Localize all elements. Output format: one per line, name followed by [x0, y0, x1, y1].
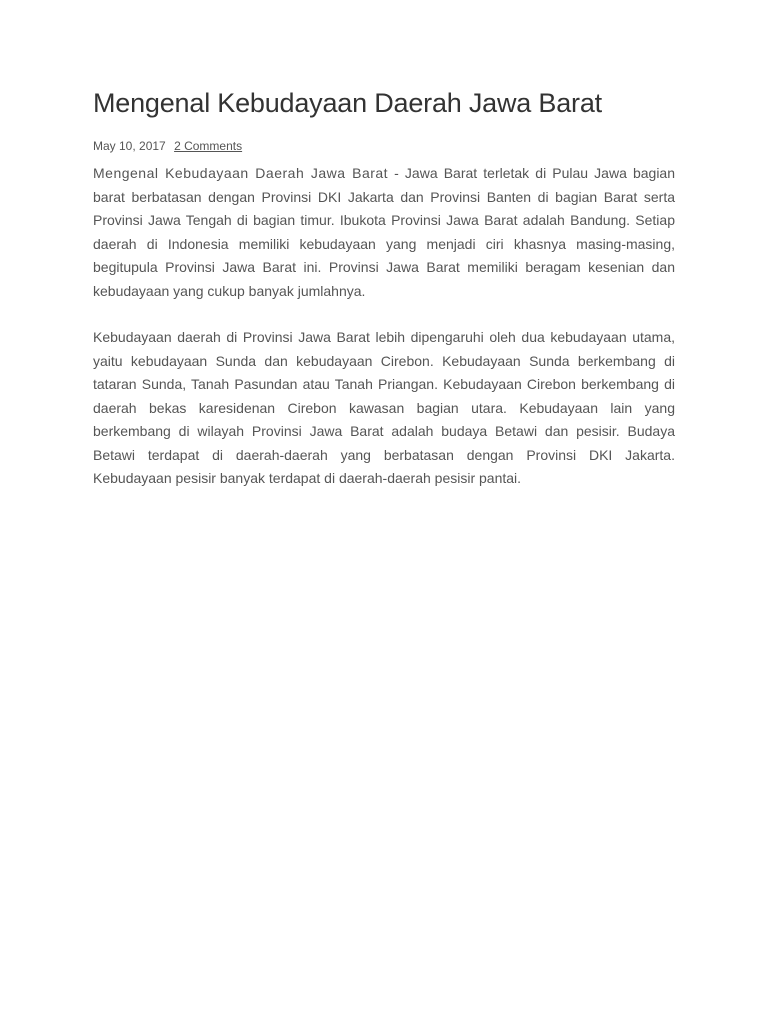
comments-link[interactable]: 2 Comments: [174, 139, 243, 153]
intro-lead: Mengenal Kebudayaan Daerah Jawa Barat: [93, 165, 389, 181]
paragraph-culture: Kebudayaan daerah di Provinsi Jawa Barat lebih dipengaruhi oleh dua kebudayaan utama, yaitu kebudayaan Sunda dan kebudayaan Cirebon. Kebudayaan Sunda berkembang di tataran Sunda, Tanah Pasundan atau Tanah Priangan. Kebudayaan Cirebon berkembang di daerah bekas karesidenan Cirebon kawasan bagian utara. Kebudayaan lain yang berkembang di wilayah Provinsi Jawa Barat adalah budaya Betawi dan pesisir. Budaya Betawi terdapat di daerah-daerah yang berbatasan dengan Provinsi DKI Jakarta. Kebudayaan pesisir banyak terdapat di daerah-daerah pesisir pantai.: [93, 329, 675, 486]
article: [93, 86, 675, 491]
post-meta: [93, 138, 675, 154]
post-date: May 10, 2017: [93, 139, 166, 153]
post-title: Mengenal Kebudayaan Daerah Jawa Barat: [93, 88, 602, 118]
paragraph-intro: [93, 162, 675, 303]
post-body: [93, 162, 675, 491]
intro-text: - Jawa Barat terletak di Pulau Jawa bagian barat berbatasan dengan Provinsi DKI Jakarta dan Provinsi Banten di bagian Barat serta Provinsi Jawa Tengah di bagian timur. Ibukota Provinsi Jawa Barat adalah Bandung. Setiap daerah di Indonesia memiliki kebudayaan yang menjadi ciri khasnya masing-masing, begitupula Provinsi Jawa Barat ini. Provinsi Jawa Barat memiliki beragam kesenian dan kebudayaan yang cukup banyak jumlahnya.: [93, 165, 675, 299]
